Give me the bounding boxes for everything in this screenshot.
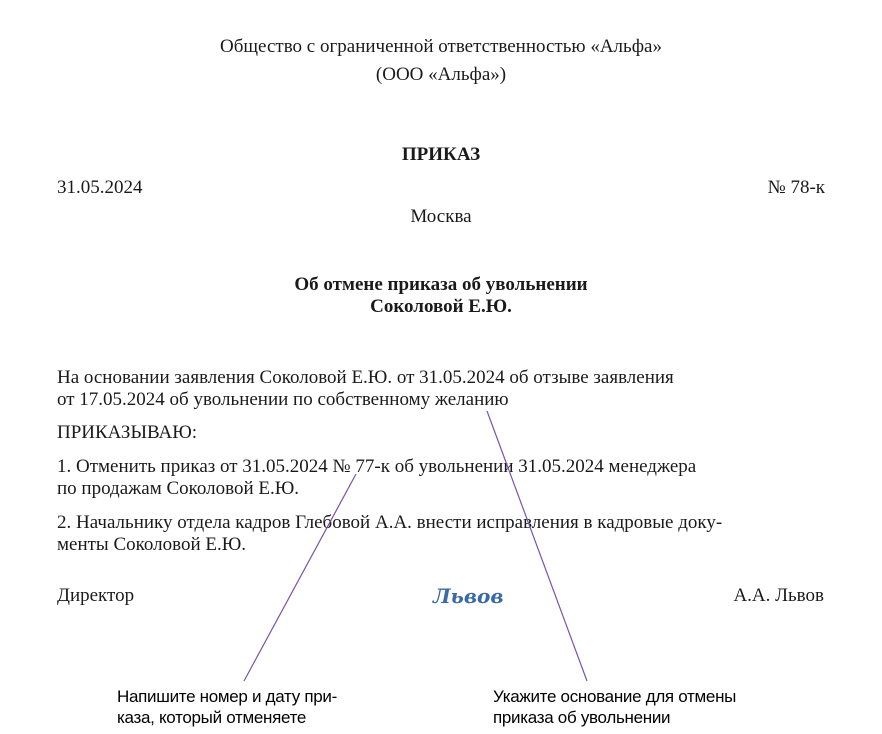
- basis-line1: На основании заявления Соколовой Е.Ю. от 31.05.2024 об отзыве заявления: [57, 367, 674, 388]
- organization-full-name: Общество с ограниченной ответственностью «Альфа»: [220, 36, 662, 57]
- annotation-left: [117, 686, 337, 728]
- organization-short-name: (ООО «Альфа»): [375, 64, 507, 85]
- order-item1-line1: 1. Отменить приказ от 31.05.2024 № 77-к об увольнении 31.05.2024 менеджера: [57, 456, 697, 477]
- document-subject-line2: Соколовой Е.Ю.: [370, 296, 512, 317]
- document-number: № 78-к: [767, 177, 825, 198]
- left-pointer-line: [244, 474, 356, 681]
- document-date: 31.05.2024: [57, 177, 143, 198]
- signatory-name: А.А. Львов: [733, 585, 824, 606]
- document-subject-line1: Об отмене приказа об увольнении: [294, 274, 588, 295]
- basis-line2: от 17.05.2024 об увольнении по собственному желанию: [57, 389, 509, 410]
- order-item2-line2: менты Соколовой Е.Ю.: [57, 534, 247, 555]
- annotation-right-line1: Укажите основание для отмены: [493, 687, 737, 706]
- right-pointer-line: [487, 411, 587, 681]
- order-item1-line2: по продажам Соколовой Е.Ю.: [57, 478, 300, 499]
- document-title: ПРИКАЗ: [401, 144, 481, 165]
- order-word: ПРИКАЗЫВАЮ:: [57, 422, 198, 443]
- document-city: Москва: [410, 206, 472, 227]
- annotation-right: [493, 686, 736, 728]
- annotation-right-line2: приказа об увольнении: [493, 708, 671, 727]
- signatory-position: Директор: [57, 585, 135, 606]
- annotation-left-line2: каза, который отменяете: [117, 708, 307, 727]
- handwritten-signature: Львов: [433, 584, 504, 608]
- annotation-left-line1: Напишите номер и дату при-: [117, 687, 337, 706]
- order-item2-line1: 2. Начальнику отдела кадров Глебовой А.А. внести исправления в кадровые доку-: [57, 512, 723, 533]
